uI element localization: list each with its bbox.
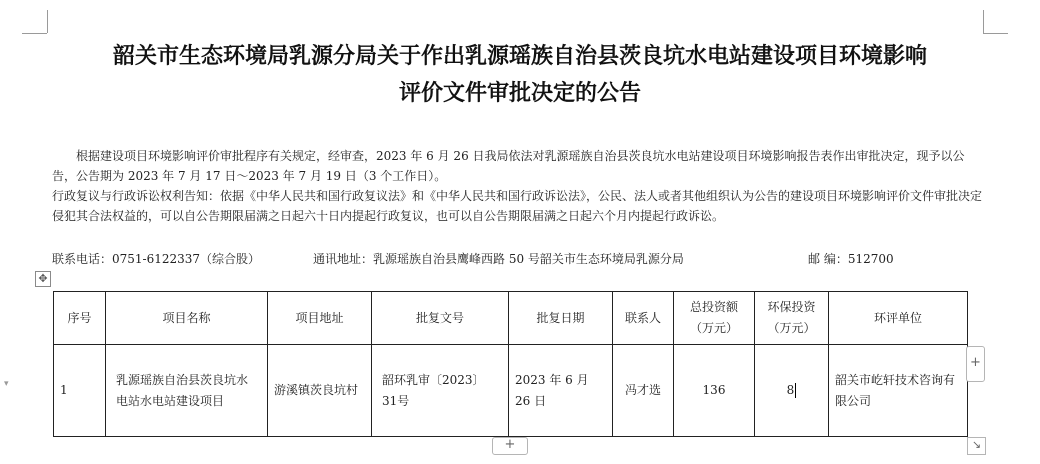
header-approval-number[interactable]: 批复文号 [372,292,509,345]
project-table [53,291,968,437]
document-title-line-1: 韶关市生态环境局乳源分局关于作出乳源瑶族自治县茨良坑水电站建设项目环境影响 [112,44,927,69]
paragraph-announcement: 根据建设项目环境影响评价审批程序有关规定，经审查，2023 年 6 月 26 日我局依法对乳源瑶族自治县茨良坑水电站建设项目环境影响报告表作出审批决定，现予以公告，公告期为 2023 年 7 月 17 日～2023 年 7 月 19 日（3 个工作日）。 [52,149,965,183]
header-eia-unit[interactable]: 环评单位 [829,292,968,345]
cell-contact-person[interactable]: 冯才选 [613,345,674,437]
header-index[interactable]: 序号 [54,292,106,345]
contact-phone: 联系电话：0751-6122337（综合股） [52,252,261,266]
text-cursor [795,383,796,398]
header-project-name[interactable]: 项目名称 [106,292,268,345]
cell-approval-number[interactable]: 韶环乳审〔2023〕31号 [372,345,509,437]
cell-total-investment[interactable]: 136 [674,345,755,437]
table-resize-handle-icon[interactable]: ↘ [967,437,986,455]
header-total-investment[interactable]: 总投资额 （万元） [674,292,755,345]
table-move-handle-icon[interactable]: ✥ [35,271,51,287]
header-project-address[interactable]: 项目地址 [268,292,372,345]
document-title-line-2: 评价文件审批决定的公告 [398,81,641,106]
header-env-investment[interactable]: 环保投资 （万元） [755,292,829,345]
crop-mark-top-left-h [22,33,47,34]
paragraph-rights-notice: 行政复议与行政诉讼权利告知：依据《中华人民共和国行政复议法》和《中华人民共和国行政诉讼法》，公民、法人或者其他组织认为公告的建设项目环境影响评价文件审批决定侵犯其合法权益的，可以自公告期限届满之日起六十日内提起行政复议，也可以自公告期限届满之日起六个月内提起行政诉讼。 [52,189,983,223]
contact-address: 通讯地址：乳源瑶族自治县鹰峰西路 50 号韶关市生态环境局乳源分局 [313,252,684,266]
plus-icon: + [504,437,516,452]
add-row-button[interactable] [492,437,528,455]
table-row [54,345,968,437]
plus-icon: + [970,355,981,370]
header-approval-date[interactable]: 批复日期 [509,292,613,345]
add-column-button[interactable] [966,346,985,382]
cell-project-name[interactable]: 乳源瑶族自治县茨良坑水电站水电站建设项目 [106,345,268,437]
crop-mark-top-right-h [983,33,1008,34]
env-investment-value: 8 [786,383,795,397]
cell-index[interactable]: 1 [54,345,106,437]
cell-approval-date[interactable]: 2023 年 6 月 26 日 [509,345,613,437]
crop-mark-top-right-v [983,10,984,33]
margin-marker-icon: ▾ [4,379,9,389]
cell-eia-unit[interactable]: 韶关市屹轩技术咨询有限公司 [829,345,968,437]
cell-project-address[interactable]: 游溪镇茨良坑村 [268,345,372,437]
contact-zip: 邮 编：512700 [808,252,894,266]
header-contact-person[interactable]: 联系人 [613,292,674,345]
cell-env-investment[interactable] [755,345,829,437]
crop-mark-top-left-v [47,10,48,33]
table-header-row [54,292,968,345]
